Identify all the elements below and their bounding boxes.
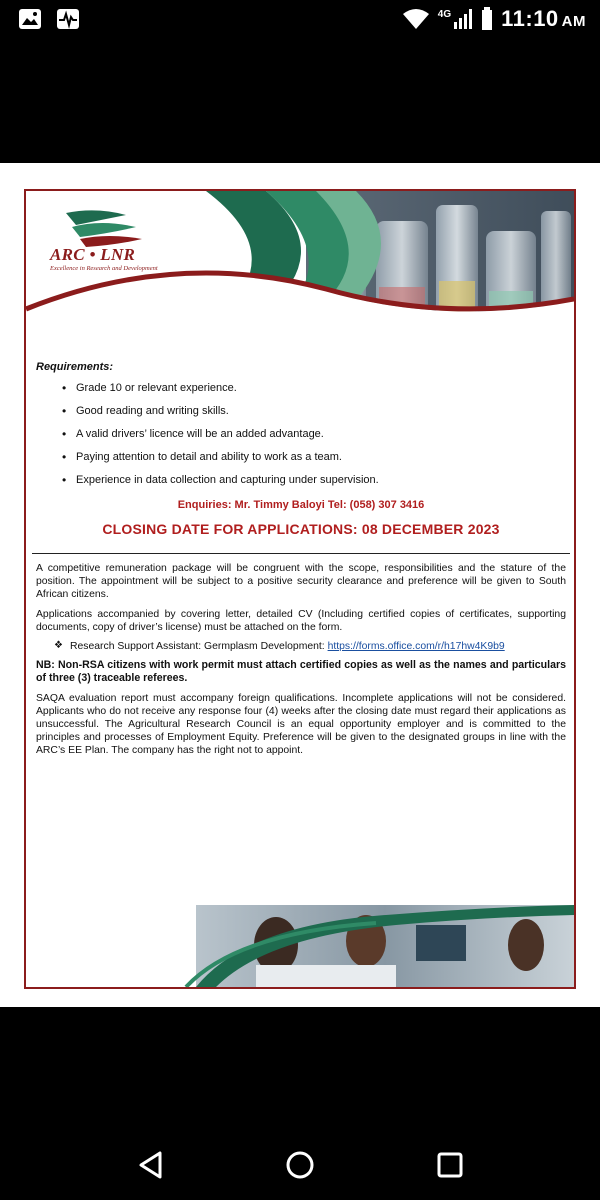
activity-icon	[56, 8, 80, 30]
list-item: • Paying attention to detail and ability to work as a team.	[76, 450, 566, 464]
list-item: • A valid drivers’ licence will be an added advantage.	[76, 427, 566, 441]
enquiries-line: Enquiries: Mr. Timmy Baloyi Tel: (058) 307 3416	[177, 499, 425, 511]
saqa-paragraph: SAQA evaluation report must accompany foreign qualifications. Incomplete applications will not be considered. Applicants who do not receive any response four (4) weeks after the closing date must regard their applications as unsuccessful. The Agricultural Research Council is an equal opportunity employer and is committed to the principles and processes of Employment Equity. Preference will be given to the designated groups in line with the ARC’s EE Plan. The company has the right not to appoint.	[36, 693, 566, 756]
wifi-icon	[402, 8, 430, 30]
navigation-bar	[0, 1130, 600, 1200]
advert-body	[36, 361, 566, 764]
status-bar	[0, 0, 600, 42]
battery-icon	[481, 7, 493, 31]
diamond-bullet-icon: ❖	[54, 640, 63, 651]
document-page	[0, 163, 600, 1007]
list-item: • Grade 10 or relevant experience.	[76, 381, 566, 395]
application-link-line	[36, 641, 566, 652]
requirements-title: Requirements:	[36, 361, 114, 373]
link-label: Research Support Assistant: Germplasm Development:	[70, 641, 325, 652]
job-advert	[24, 189, 576, 989]
list-item: • Good reading and writing skills.	[76, 404, 566, 418]
applications-paragraph: Applications accompanied by covering letter, detailed CV (Including certified copies of certificates, supporting documents, copy of driver’s license) must be attached on the form.	[36, 609, 566, 633]
list-item: • Experience in data collection and capturing under supervision.	[76, 473, 566, 487]
home-icon[interactable]	[283, 1148, 317, 1182]
nb-note: NB: Non-RSA citizens with work permit must attach certified copies as well as the names and particulars of three (3) traceable referees.	[36, 659, 566, 684]
signal-icon	[453, 8, 473, 30]
remuneration-paragraph: A competitive remuneration package will be congruent with the scope, responsibilities and the stature of the position. The appointment will be subject to a positive security clearance and preference will be given to South African citizens.	[36, 563, 566, 600]
gallery-icon	[18, 8, 42, 30]
back-icon[interactable]	[134, 1148, 168, 1182]
requirements-list	[36, 381, 566, 487]
logo-tagline: Excellence in Research and Development	[50, 265, 158, 272]
network-type: 4G	[437, 8, 452, 20]
logo-name: ARC • LNR	[50, 245, 136, 264]
closing-date: CLOSING DATE FOR APPLICATIONS: 08 DECEMBER 2023	[102, 521, 500, 537]
footer-photo-strip	[26, 905, 574, 987]
recents-icon[interactable]	[433, 1148, 467, 1182]
clock: 11:10 AM	[501, 6, 586, 31]
divider	[32, 553, 570, 554]
application-form-link[interactable]: https://forms.office.com/r/h17hw4K9b9	[327, 641, 505, 652]
